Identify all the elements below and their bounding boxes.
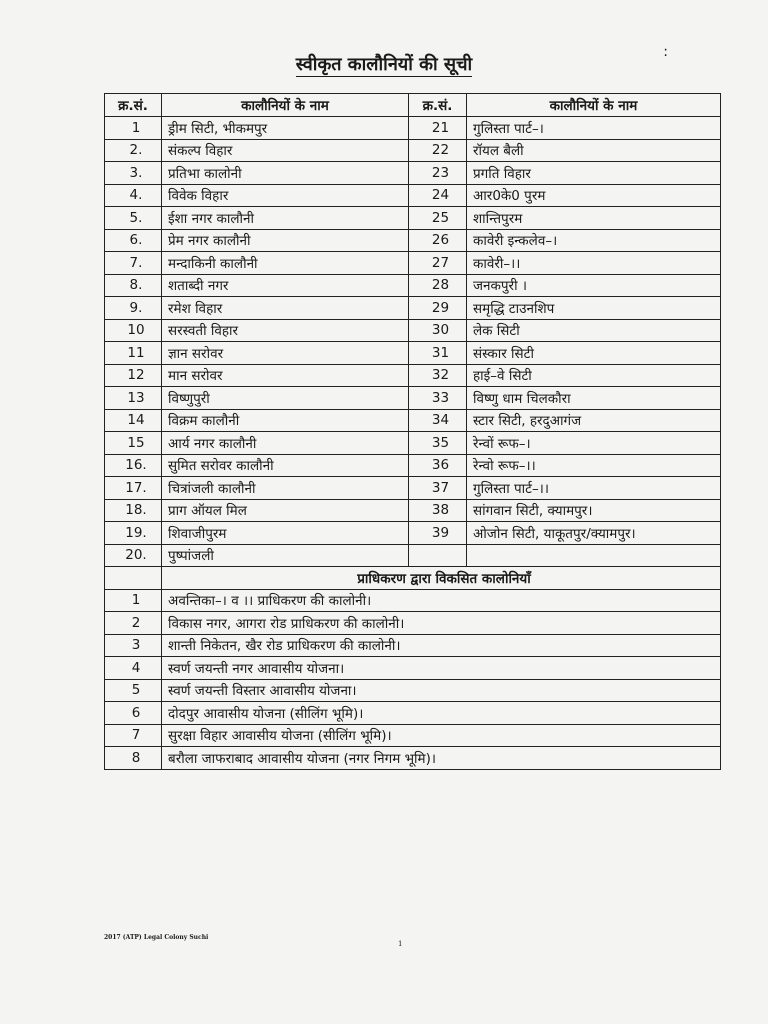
authority-row-number: 4: [105, 657, 162, 680]
authority-row: [105, 657, 721, 680]
colony-name-left: संकल्प विहार: [162, 139, 409, 162]
colony-name-left: सुमित सरोवर कालौनी: [162, 454, 409, 477]
table-header-row: [105, 94, 721, 117]
table-row: [105, 229, 721, 252]
row-number-right: 23: [409, 162, 467, 185]
colony-name-left: विष्णुपुरी: [162, 387, 409, 410]
row-number-right: 31: [409, 342, 467, 365]
header-sno-left: क्र.सं.: [105, 94, 162, 117]
authority-colony-name: विकास नगर, आगरा रोड प्राधिकरण की कालोनी।: [162, 612, 721, 635]
authority-row: [105, 747, 721, 770]
row-number-right: 29: [409, 297, 467, 320]
colony-name-right: रेन्वों रूफ–।: [467, 432, 721, 455]
row-number-left: 12: [105, 364, 162, 387]
colony-name-right: आर0के0 पुरम: [467, 184, 721, 207]
colony-name-left: आर्य नगर कालौनी: [162, 432, 409, 455]
row-number-left: 20.: [105, 544, 162, 567]
row-number-left: 17.: [105, 477, 162, 500]
authority-row-number: 6: [105, 702, 162, 725]
table-row: [105, 387, 721, 410]
authority-heading-blank: [105, 567, 162, 590]
row-number-right: 32: [409, 364, 467, 387]
colony-name-left: मन्दाकिनी कालौनी: [162, 252, 409, 275]
colony-name-left: शताब्दी नगर: [162, 274, 409, 297]
table-row: [105, 252, 721, 275]
row-number-right: 37: [409, 477, 467, 500]
table-row: [105, 139, 721, 162]
colony-name-right: स्टार सिटी, हरदुआगंज: [467, 409, 721, 432]
row-number-left: 13: [105, 387, 162, 410]
row-number-right: 38: [409, 499, 467, 522]
authority-colony-name: शान्ती निकेतन, खैर रोड प्राधिकरण की कालोनी।: [162, 634, 721, 657]
row-number-right: [409, 544, 467, 567]
row-number-left: 10: [105, 319, 162, 342]
row-number-right: 24: [409, 184, 467, 207]
colony-name-right: प्रगति विहार: [467, 162, 721, 185]
row-number-left: 18.: [105, 499, 162, 522]
table-row: [105, 117, 721, 140]
row-number-right: 27: [409, 252, 467, 275]
colony-name-right: गुलिस्ता पार्ट–।: [467, 117, 721, 140]
row-number-right: 21: [409, 117, 467, 140]
authority-colony-name: अवन्तिका–। व ।। प्राधिकरण की कालोनी।: [162, 589, 721, 612]
colony-name-left: रमेश विहार: [162, 297, 409, 320]
table-row: [105, 477, 721, 500]
table-row: [105, 162, 721, 185]
footer-doc-label: 2017 (ATP) Legal Colony Suchi: [104, 934, 209, 941]
row-number-left: 11: [105, 342, 162, 365]
authority-colony-name: स्वर्ण जयन्ती विस्तार आवासीय योजना।: [162, 679, 721, 702]
table-row: [105, 342, 721, 365]
row-number-left: 1: [105, 117, 162, 140]
authority-row-number: 1: [105, 589, 162, 612]
authority-row-number: 7: [105, 724, 162, 747]
colony-name-right: रॉयल बैली: [467, 139, 721, 162]
authority-row: [105, 634, 721, 657]
page-title-text: स्वीकृत कालौनियों की सूची: [295, 54, 473, 75]
authority-row-number: 3: [105, 634, 162, 657]
header-name-right: कालौनियों के नाम: [467, 94, 721, 117]
table-row: [105, 454, 721, 477]
table-row: [105, 432, 721, 455]
header-sno-right: क्र.सं.: [409, 94, 467, 117]
table-row: [105, 274, 721, 297]
authority-row: [105, 589, 721, 612]
colony-name-right: जनकपुरी ।: [467, 274, 721, 297]
row-number-left: 9.: [105, 297, 162, 320]
row-number-right: 35: [409, 432, 467, 455]
table-row: [105, 207, 721, 230]
table-row: [105, 184, 721, 207]
colony-name-right: हाई–वे सिटी: [467, 364, 721, 387]
colony-name-left: मान सरोवर: [162, 364, 409, 387]
colony-name-right: गुलिस्ता पार्ट–।।: [467, 477, 721, 500]
row-number-right: 22: [409, 139, 467, 162]
colony-name-left: विक्रम कालौनी: [162, 409, 409, 432]
table-row: [105, 409, 721, 432]
row-number-left: 16.: [105, 454, 162, 477]
row-number-left: 7.: [105, 252, 162, 275]
authority-heading: प्राधिकरण द्वारा विकसित कालोनियाँ: [162, 567, 721, 590]
row-number-left: 6.: [105, 229, 162, 252]
authority-colony-name: स्वर्ण जयन्ती नगर आवासीय योजना।: [162, 657, 721, 680]
colony-name-left: पुष्पांजली: [162, 544, 409, 567]
row-number-left: 4.: [105, 184, 162, 207]
table-row: [105, 499, 721, 522]
header-name-left: कालौनियों के नाम: [162, 94, 409, 117]
authority-colony-name: दोदपुर आवासीय योजना (सीलिंग भूमि)।: [162, 702, 721, 725]
table-row: [105, 364, 721, 387]
row-number-right: 36: [409, 454, 467, 477]
table-row: [105, 319, 721, 342]
row-number-left: 15: [105, 432, 162, 455]
authority-row: [105, 702, 721, 725]
row-number-right: 28: [409, 274, 467, 297]
row-number-right: 26: [409, 229, 467, 252]
page-title: [0, 52, 768, 76]
colony-name-right: शान्तिपुरम: [467, 207, 721, 230]
colony-name-left: ईशा नगर कालौनी: [162, 207, 409, 230]
row-number-left: 2.: [105, 139, 162, 162]
colony-name-right: रेन्वो रूफ–।।: [467, 454, 721, 477]
row-number-right: 34: [409, 409, 467, 432]
row-number-left: 5.: [105, 207, 162, 230]
colony-name-right: सांगवान सिटी, क्यामपुर।: [467, 499, 721, 522]
authority-row-number: 5: [105, 679, 162, 702]
page-number: 1: [398, 940, 403, 948]
colony-name-right: संस्कार सिटी: [467, 342, 721, 365]
authority-colony-name: बरौला जाफराबाद आवासीय योजना (नगर निगम भूमि)।: [162, 747, 721, 770]
row-number-right: 39: [409, 522, 467, 545]
colony-name-left: चित्रांजली कालौनी: [162, 477, 409, 500]
colony-name-left: ड्रीम सिटी, भीकमपुर: [162, 117, 409, 140]
authority-row: [105, 679, 721, 702]
authority-heading-row: [105, 567, 721, 590]
colony-name-left: ज्ञान सरोवर: [162, 342, 409, 365]
colony-table: [104, 93, 721, 770]
table-row: [105, 544, 721, 567]
row-number-left: 19.: [105, 522, 162, 545]
row-number-left: 8.: [105, 274, 162, 297]
colony-name-right: कावेरी–।।: [467, 252, 721, 275]
row-number-right: 33: [409, 387, 467, 410]
colony-name-right: [467, 544, 721, 567]
colony-name-left: शिवाजीपुरम: [162, 522, 409, 545]
colony-name-right: विष्णु धाम चिलकौरा: [467, 387, 721, 410]
colony-name-right: समृद्धि टाउनशिप: [467, 297, 721, 320]
colony-name-left: प्राग ऑयल मिल: [162, 499, 409, 522]
row-number-left: 14: [105, 409, 162, 432]
row-number-left: 3.: [105, 162, 162, 185]
colony-name-right: ओजोन सिटी, याकूतपुर/क्यामपुर।: [467, 522, 721, 545]
authority-colony-name: सुरक्षा विहार आवासीय योजना (सीलिंग भूमि)।: [162, 724, 721, 747]
colony-name-left: सरस्वती विहार: [162, 319, 409, 342]
authority-row: [105, 724, 721, 747]
row-number-right: 30: [409, 319, 467, 342]
corner-mark: :: [663, 44, 668, 60]
colony-name-left: विवेक विहार: [162, 184, 409, 207]
authority-row-number: 8: [105, 747, 162, 770]
colony-name-right: कावेरी इन्कलेव–।: [467, 229, 721, 252]
colony-name-left: प्रेम नगर कालौनी: [162, 229, 409, 252]
authority-row: [105, 612, 721, 635]
colony-name-left: प्रतिभा कालोनी: [162, 162, 409, 185]
colony-name-right: लेक सिटी: [467, 319, 721, 342]
table-row: [105, 297, 721, 320]
row-number-right: 25: [409, 207, 467, 230]
table-row: [105, 522, 721, 545]
authority-row-number: 2: [105, 612, 162, 635]
